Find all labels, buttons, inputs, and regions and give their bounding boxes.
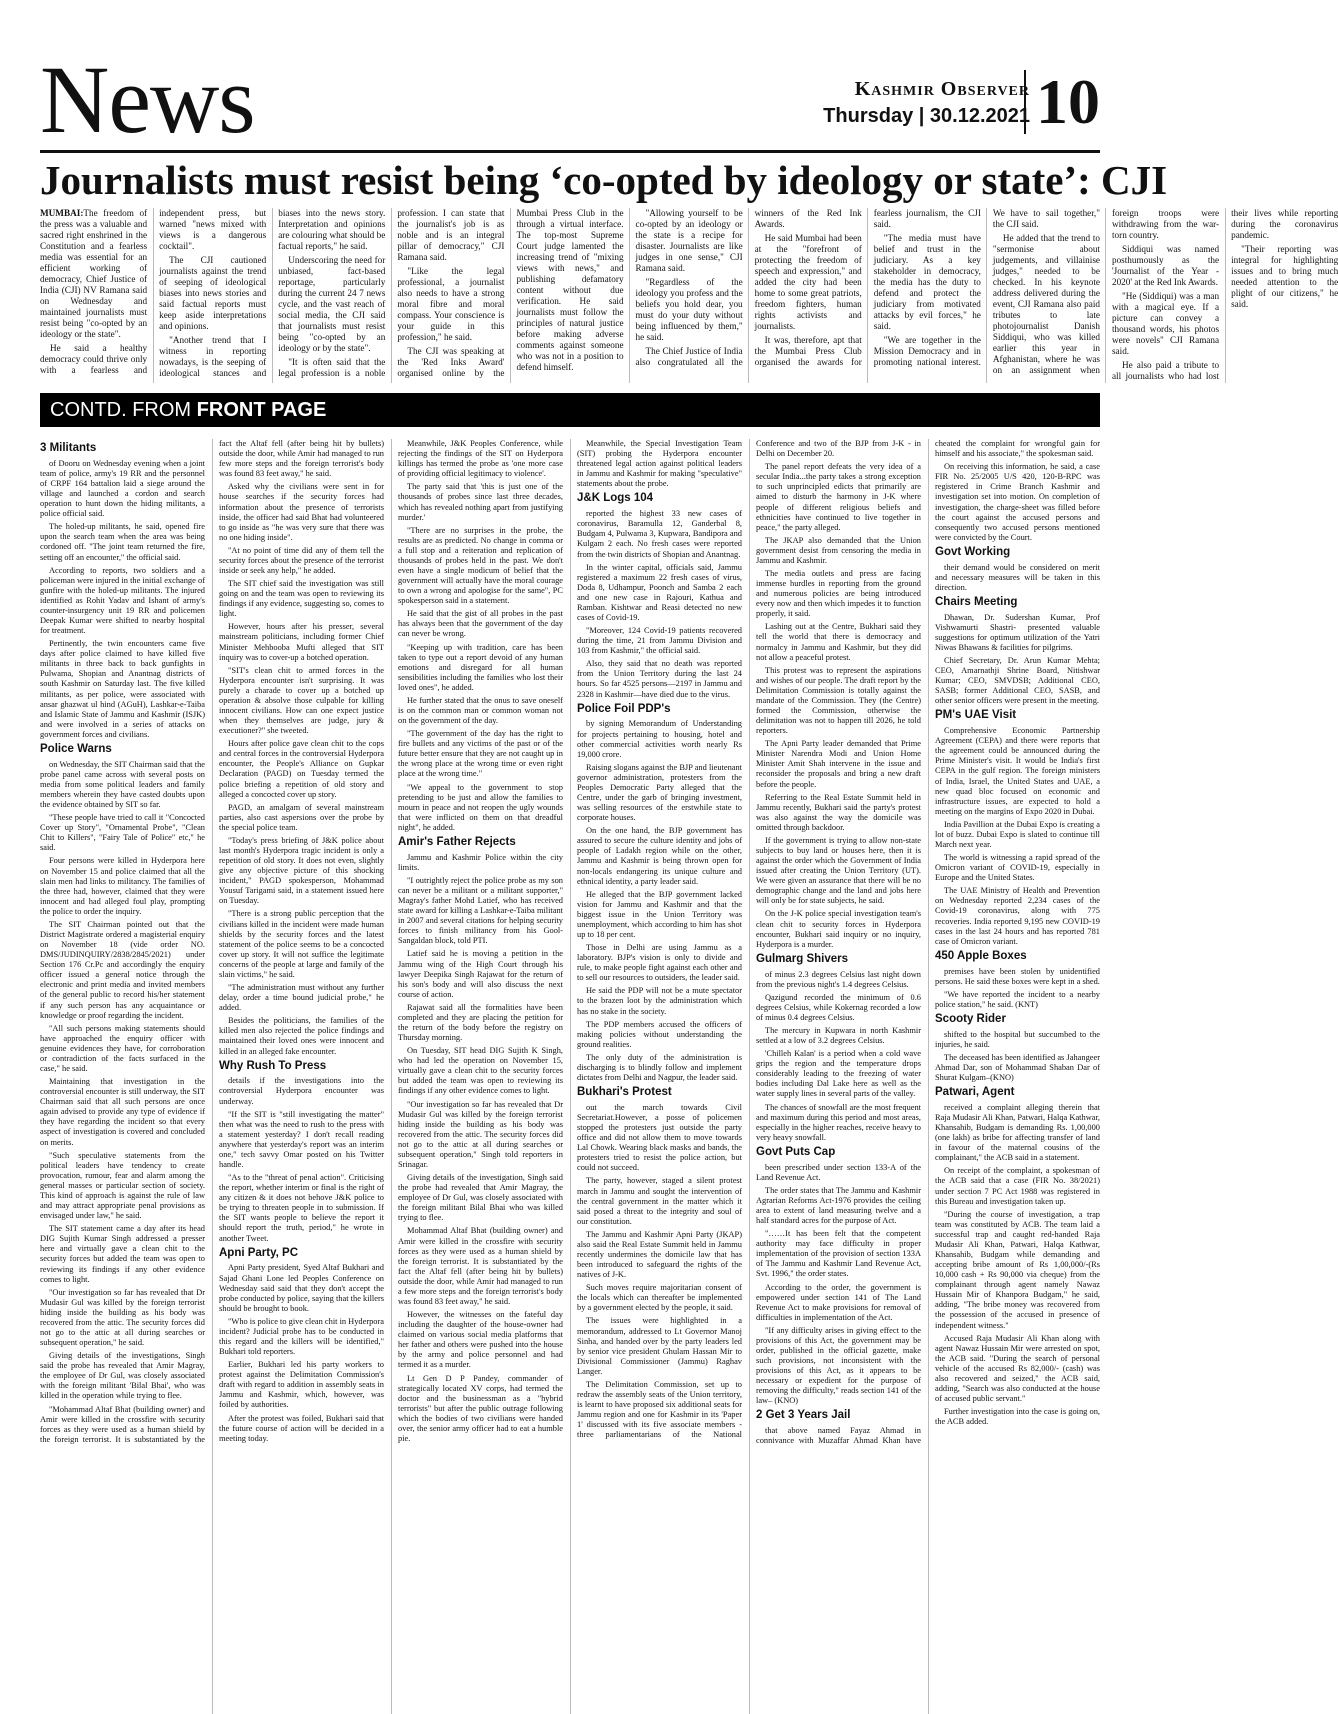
lead-paragraph: Siddiqui was named posthumously as the 'Journalist of the Year - 2020' at the Red Ink Awards. xyxy=(1111,244,1220,288)
story-paragraph: Latief said he is moving a petition in the Jammu wing of the High Court through his lawyer Deepika Singh Rajawat for the return of his son's body and will also discuss the next course of action. xyxy=(398,949,563,999)
story-heading: J&K Logs 104 xyxy=(577,492,654,505)
story-heading: Govt Puts Cap xyxy=(756,1145,836,1158)
story-paragraph: After the protest was foiled, Bukhari said that the future course of action will be decided in a meeting today. xyxy=(219,1413,384,1443)
story-paragraph: Apni Party president, Syed Altaf Bukhari and Sajad Ghani Lone led Peoples Conference on Wednesday said said that they don't accept the probe conducted by police, saying that the killers should be brought to book. xyxy=(219,1263,384,1313)
lead-paragraph: He added that the trend to "sermonise about judgements, and villainise judges," needed to be checked. In his keynote address delivered during the event, CJI Ramana also paid tributes to late photojournalist Danish Siddiqui, who was killed earlier this year in Afghanistan, where he was on an assignment when foreign troops were withdrawing from the war-torn country. xyxy=(992,208,1220,376)
story-paragraph: been prescribed under section 133-A of the Land Revenue Act. xyxy=(756,1162,921,1182)
story-paragraph: by signing Memorandum of Understanding for projects pertaining to housing, hotel and other commercial activities worth nearly Rs 19,000 crore. xyxy=(577,719,742,759)
story-paragraph: shifted to the hospital but succumbed to the injuries, he said. xyxy=(935,1029,1100,1049)
story-paragraph: "If the SIT is "still investigating the matter" then what was the need to rush to the press with a statement yesterday? I don't recall reading anywhere that yesterday's report was an interim one," tech savvy Omar posted on his Twitter handle. xyxy=(219,1109,384,1169)
story-heading: Bukhari's Protest xyxy=(577,1086,672,1099)
story-paragraph: of Dooru on Wednesday evening when a joint team of police, army's 19 RR and the personnel of CRPF 164 battalion laid a siege around the village and launched a cordon and search operation to hunt down the hiding militants, a police official said. xyxy=(40,458,205,519)
story-heading: Amir's Father Rejects xyxy=(398,835,516,848)
story-paragraph: "There is a strong public perception that the civilians killed in the incident were made human shields by the security forces and the latest statement of the police seems to be a concocted cover up story. It will not suffice the legitimate concerns of the people at large and family of the slain victims," he said. xyxy=(219,909,384,979)
lead-headline: Journalists must resist being ‘co-opted by ideology or state’: CJI xyxy=(40,157,1168,203)
story-paragraph: "Today's press briefing of J&K police about last month's Hyderpora tragic incident is only a repetition of old story. It does not even, slightly give any objective picture of this shocking incident," PAGD spokesperson, Mohammad Yousuf Tarigami said, in a statement issued here on Tuesday. xyxy=(219,835,384,906)
lead-paragraph: It was, therefore, apt that the Mumbai Press Club organised the awards for fearless journalism, the CJI said. xyxy=(754,208,981,368)
story-paragraph: The party said that 'this is just one of the thousands of probes since last three decades, which has revealed nothing apart from justifying murder.' xyxy=(398,482,563,522)
story-paragraph: "Moreover, 124 Covid-19 patients recovered during the time, 21 from Jammu Division and 103 from Kashmir," the official said. xyxy=(577,626,742,656)
story-paragraph: On receipt of the complaint, a spokesman of the ACB said that a case (FIR No. 38/2021) under section 7 PC Act 1988 was registered in this Bureau and investigation taken up. xyxy=(935,1166,1100,1206)
story-paragraph: Referring to the Real Estate Summit held in Jammu recently, Bukhari said the party's protest was also against the way the domicile was omitted through backdoor. xyxy=(756,792,921,832)
story-paragraph: received a complaint alleging therein that Raja Mudasir Ali Khan, Patwari, Halqa Kathwar, Khansahib, Budgam is demanding Rs. 1,00,000 (one lakh) as bribe for affecting transfer of land in favour of the maternal cousins of the complainant," the ACB said in a statement. xyxy=(935,1102,1100,1163)
story-paragraph: This protest was to represent the aspirations and wishes of our people. The draft report by the Delimitation Commission is totally against the mandate of the Commission. They (the Centre) formed the Commission, otherwise the delimitation was not to happen till 2026, he told reporters. xyxy=(756,665,921,736)
continued-story xyxy=(935,1013,1100,1083)
story-paragraph: The mercury in Kupwara in north Kashmir settled at a low of 3.2 degrees Celsius. xyxy=(756,1025,921,1046)
lead-paragraph: Underscoring the need for unbiased, fact-based reportage, particularly during the current 24 7 news cycle, and the vast reach of social media, the CJI said that journalists must resist being "co-opted by an ideology or by the state". xyxy=(278,255,386,354)
story-paragraph: "Our investigation so far has revealed that Dr Mudasir Gul was killed by the foreign terrorist hiding inside the building as his body was recovered from the attic. The security forces did not go to the attic at all during searches or subsequent operation," he said. xyxy=(40,1287,205,1348)
story-paragraph: Meanwhile, J&K Peoples Conference, while rejecting the findings of the SIT on Hyderpora killings has termed the probe as 'one more case of providing official legitimacy to violence'. xyxy=(398,439,563,479)
story-paragraph: The SIT Chairman pointed out that the District Magistrate ordered a magisterial enquiry on November 18 (vide order NO. DMS/JUDINQUIRY/2838/2845/2021) under Section 176 Cr.Pc and accordingly the enquiry officer issued a general notice through the electronic and print media and invited members of the general public to record his/her statement if any such person has any acquaintance or knowledge or proof regarding the incident. xyxy=(40,919,205,1020)
story-paragraph: The JKAP also demanded that the Union government desist from censoring the media in Jammu and Kashmir. xyxy=(756,535,921,565)
lead-paragraph: The CJI was speaking at the 'Red Inks Award' organised online by the Mumbai Press Club in the through a virtual interface. The top-most Supreme Court judge lamented the increasing trend of "mixing views with news," and publishing defamatory content without due verification. He said journalists must follow the principles of natural justice before making adverse comments against someone who was not in a position to defend himself. xyxy=(397,208,624,379)
story-paragraph: 'Chilleh Kalan' is a period when a cold wave grips the region and the temperature drops considerably leading to the freezing of water bodies including Dal Lake here as well as the water supply lines in several parts of the valley. xyxy=(756,1049,921,1099)
story-paragraph: The Apni Party leader demanded that Prime Minister Narendra Modi and Union Home Minister Amit Shah intervene in the issue and reconsider the proposals and bring a new draft before the people. xyxy=(756,739,921,789)
continued-story xyxy=(935,709,1100,946)
lead-paragraph: "Another trend that I witness in reporting nowadays, is the seeping of ideological stances and biases into the news story. Interpretation and opinions are colouring what should be factual reports," he said. xyxy=(159,208,386,379)
story-paragraph: Rajawat said all the formalities have been completed and they are placing the petition for the return of the body before the registry on Thursday morning. xyxy=(398,1002,563,1043)
lead-paragraph: "Like the legal professional, a journalist also needs to have a strong moral fibre and moral compass. Your conscience is your guide in this profession," he said. xyxy=(397,266,505,343)
story-paragraph: reported the highest 33 new cases of coronavirus, Baramulla 12, Ganderbal 8, Budgam 4, Pulwama 3, Kupwara, Bandipora and Kulgam 2 each. No fresh cases were reported from the twin districts of Shopian and Anantnag. xyxy=(577,509,742,559)
continued-story xyxy=(40,442,205,740)
continued-story xyxy=(935,546,1100,593)
story-paragraph: Lashing out at the Centre, Bukhari said they tell the world that there is democracy and normalcy in Jammu and Kashmir, but they did not allow a peaceful protest. xyxy=(756,622,921,662)
story-paragraph: The chances of snowfall are the most frequent and maximum during this period and most areas, especially in the higher reaches, receive heavy to very heavy snowfall. xyxy=(756,1102,921,1142)
story-paragraph: of minus 2.3 degrees Celsius last night down from the previous night's 1.4 degrees Celsius. xyxy=(756,969,921,989)
story-paragraph: "I outrightly reject the police probe as my son can never be a militant or a militant supporter," Magray's father Mohd Latief, who has received state award for killing a Lashkar-e-Taiba militant in 2007 and several citations for helping security forces to finish militancy from his Gool-Sangaldan block, told PTI. xyxy=(398,875,563,946)
story-paragraph: Mohammad Altaf Bhat (building owner) and Amir were killed in the crossfire with security forces as they were used as a human shield by the foreign terrorist. It is substantiated by the fact the Altaf fell (after being hit by bullets) outside the door, while Amir had managed to run a few more steps and the foreign terrorist's body was found 83 feet away," he said. xyxy=(398,1226,563,1307)
lead-paragraph: The Chief Justice of India also congratulated all the winners of the Red Ink Awards. xyxy=(635,208,862,368)
story-paragraph: The PDP members accused the officers of making policies without understanding the ground realities. xyxy=(577,1019,742,1049)
story-paragraph: However, hours after his presser, several mainstream politicians, including former Chief Minister Mehbooba Mufti alleged that SIT inquiry was to cover-up a botched operation. xyxy=(219,622,384,662)
story-paragraph: On the J-K police special investigation team's clean chit to security forces in Hyderpora encounter, Bukhari said inquiry or no inquiry, Hyderpora is a murder. xyxy=(756,909,921,949)
story-paragraph: However, the witnesses on the fateful day including the daughter of the house-owner had claimed on various social media platforms that her father and others were pushed into the house by the army and police personnel and had termed it as a murder. xyxy=(398,1310,563,1370)
lead-paragraph: "Allowing yourself to be co-opted by an ideology or the state is a recipe for disaster. Journalists are like judges in one sense," CJI Ramana said. xyxy=(635,208,743,274)
lead-paragraph: "He (Siddiqui) was a man with a magical eye. If a picture can convey a thousand words, his photos were novels" CJI Ramana said. xyxy=(1111,291,1220,357)
story-paragraph: Qazigund recorded the minimum of 0.6 degrees Celsius, while Kokernag recorded a low of minus 0.4 degrees Celsius. xyxy=(756,992,921,1022)
story-paragraph: "There are no surprises in the probe, the results are as predicted. No change in comma or a full stop and a reiteration and replication of thousands of probes held in the past. We don't even have a single modicum of belief that the government will actually have the moral courage to own a wrong and apologise for the same", PC spokesperson said in a statement. xyxy=(398,525,563,606)
story-paragraph: "Keeping up with tradition, care has been taken to type out a report devoid of any human emotions and disregard for all human sensibilities including the families who lost their loved ones", he added. xyxy=(398,642,563,692)
story-paragraph: The SIT chief said the investigation was still going on and the team was open to reviewing its findings if any evidence, suggesting so, comes to light. xyxy=(219,579,384,619)
story-paragraph: "Who is police to give clean chit in Hyderpora incident? Judicial probe has to be conducted in this regard and the killers will be identified," Bukhari told reporters. xyxy=(219,1316,384,1357)
contd-from-front-page-bar xyxy=(40,393,1100,427)
story-heading: Police Warns xyxy=(40,742,112,755)
story-paragraph: "Our investigation so far has revealed that Dr Mudasir Gul was killed by the foreign terrorist hiding inside the building as his body was recovered from the attic. The security forces did not go to the attic at all during searches or subsequent operation," Singh told reporters in Srinagar. xyxy=(398,1099,563,1169)
story-paragraph: He said the PDP will not be a mute spectator to the brazen loot by the administration which has no stake in the society. xyxy=(577,986,742,1016)
story-heading: 450 Apple Boxes xyxy=(935,949,1027,962)
story-paragraph: "If any difficulty arises in giving effect to the provisions of this Act, the government may be order, published in the official gazette, make such provisions, not inconsistent with the provisions of this Act, as it appears to be necessary or expedient for the purpose of removing the difficulty," reads section 141 of the law– (KNO) xyxy=(756,1325,921,1406)
masthead xyxy=(40,46,1100,153)
newspaper-page xyxy=(40,0,1338,1714)
story-paragraph: The party, however, staged a silent protest march in Jammu and sought the intervention of the central government in the matter which it said posed a threat to the integrity and soul of our constitution. xyxy=(577,1176,742,1226)
story-heading: Why Rush To Press xyxy=(219,1059,327,1072)
story-paragraph: The media outlets and press are facing immense hurdles in reporting from the ground and numerous policies are being introduced every now and then which impedes it to function properly, it said. xyxy=(756,568,921,619)
story-paragraph: Comprehensive Economic Partnership Agreement (CEPA) and there were reports that the agreement could be announced during the Prime Minister's visit. It would be India's first CEPA in the gulf region. The foreign ministers of India, Israel, the United States and UAE, a new quad bloc focused on economic and infrastructure issues, are expected to hold a meeting on the margins of Expo 2020 in Dubai. xyxy=(935,726,1100,816)
story-paragraph: He said that the gist of all probes in the past has always been that the government of the day can never be wrong. xyxy=(398,609,563,639)
story-paragraph: Accused Raja Mudasir Ali Khan along with agent Nawaz Hussain Mir were arrested on spot, the ACB said. "During the search of personal vehicle of the accused Rs 82,000/- (cash) was also recovered and seized," the ACB said, adding, "Search was also conducted at the house of accused public servant." xyxy=(935,1333,1100,1404)
story-paragraph: Jammu and Kashmir Police within the city limits. xyxy=(398,852,563,872)
story-paragraph: Also, they said that no death was reported from the Union Territory during the last 24 hours. So far 4525 persons—2197 in Jammu and 2328 in Kashmir—have died due to the virus. xyxy=(577,659,742,699)
page-number: 10 xyxy=(1024,70,1100,134)
story-paragraph: Four persons were killed in Hyderpora here on November 15 and police claimed that all the slain men had links to militancy. The families of the three had, however, claimed that they were innocent and had alleged foul play, prompting the police to order the inquiry. xyxy=(40,856,205,916)
story-paragraph: Pertinently, the twin encounters came five days after police claimed to have killed five militants in three back to back gunfights in Pulwama, Shopian and Anantnag districts of south Kashmir on Saturday last. The five killed militants, as per police, were associated with ansar ghazwat ul hind (AGuH), Lashkar-e-Taiba and Islamic State of Jammu and Kashmir (ISJK) and were involved in a series of attacks on government forces and civilians. xyxy=(40,639,205,739)
story-paragraph: Dhawan, Dr. Sudershan Kumar, Prof Vishwamurti Shastri- presented valuable suggestions for optimum utilization of the Yatri Niwas Bhawans & facilities for pilgrims. xyxy=(935,612,1100,652)
story-paragraph: premises have been stolen by unidentified persons. He said these boxes were kept in a shed. xyxy=(935,966,1100,986)
story-paragraph: their demand would be considered on merit and necessary measures will be taken in this direction. xyxy=(935,562,1100,592)
story-paragraph: "At no point of time did any of them tell the security forces about the presence of the terrorist inside or seek any help," he added. xyxy=(219,545,384,575)
story-paragraph: He alleged that the BJP government lacked vision for Jammu and Kashmir and that the biggest issue in the Union Territory was unemployment, which according to him has shot up to 18 per cent. xyxy=(577,889,742,939)
story-paragraph: In the winter capital, officials said, Jammu registered a maximum 22 fresh cases of virus, Doda 8, Udhampur, Poonch and Samba 2 each and one new case in Rajouri, Kathua and Ramban. Kishtwar and Reasi detected no new cases of Covid-19. xyxy=(577,562,742,623)
story-paragraph: The UAE Ministry of Health and Prevention on Wednesday reported 2,234 cases of the Covid-19 coronavirus, along with 775 recoveries. India reported 9,195 new COVID-19 cases in the last 24 hours and has reported 781 case of Omicron variant. xyxy=(935,886,1100,946)
story-paragraph: The SIT statement came a day after its head DIG Sujith Kumar Singh addressed a presser here and virtually gave a clean chit to the security forces but added the team was open to reviewing its findings if any other evidence comes to light. xyxy=(40,1224,205,1284)
story-paragraph: Such moves require majoritarian consent of the locals which can thereafter be implemented by a government elected by the people, it said. xyxy=(577,1283,742,1313)
lead-paragraph: "It is often said that the legal profession is a noble profession. I can state that the journalist's job is as noble and is an integral pillar of democracy," CJI Ramana said. xyxy=(278,208,505,379)
continued-story xyxy=(756,953,921,1143)
story-paragraph: "During the course of investigation, a trap team was constituted by ACB. The team laid a successful trap and caught red-handed Raja Mudasir Ali Khan, Patwari, Halqa Kathwar, Khansahib, Budgam while demanding and accepting bribe amount of Rs 1,00,000/-(Rs 10,000 cash + Rs 90,000 via cheque) from the complainant through agent namely Nawaz Hussain Mir of Khanpora Budgam," he said, adding, "The bribe money was recovered from the possession of the accused in presence of independent witness." xyxy=(935,1209,1100,1330)
story-paragraph: On receiving this information, he said, a case FIR No. 25/2005 U/S 420, 120-B-RPC was registered in Crime Branch Kashmir and investigation set into motion. On completion of investigation, the charge-sheet was filled before the court against the accused persons and consequently two accused persons mentioned were convicted by the Court. xyxy=(935,462,1100,542)
story-paragraph: "Mohammad Altaf Bhat (building owner) and Amir were killed in the crossfire with security forces as they were used as a human shield by the foreign terrorist. It is substantiated by the fact the Altaf fell (after being hit by bullets) outside the door, while Amir had managed to run few more steps and the foreign terrorist's body was found 83 feet away," he said. xyxy=(40,439,384,1444)
story-paragraph: "……It has been felt that the competent authority may face difficulty in proper implementation of the provision of section 133A of The Jammu and Kashmir Land Revenue Act, Svt. 1996," the order states. xyxy=(756,1229,921,1279)
story-heading: Patwari, Agent xyxy=(935,1086,1015,1099)
story-paragraph: Earlier, Bukhari led his party workers to protest against the Delimitation Commission's draft with regard to addition in assembly seats in Jammu and Kashmir, which, however, was foiled by authorities. xyxy=(219,1360,384,1410)
story-paragraph: Chief Secretary, Dr. Arun Kumar Mehta; CEO, Amarnathji Shrine Board, Nitishwar Kumar; CEO, SMVDSB; Additional CEO, SASB; former Additional CEO, SASB, and other senior officers were present in the meeting. xyxy=(935,655,1100,706)
story-paragraph: Raising slogans against the BJP and lieutenant governor administration, protesters from the Peoples Democratic Party alleged that the Centre, under the garb of bringing investment, was selling resources of the erstwhile state to corporate houses. xyxy=(577,762,742,823)
story-heading: Police Foil PDP's xyxy=(577,702,671,715)
contd-prefix: CONTD. FROM xyxy=(50,399,192,422)
story-heading: 2 Get 3 Years Jail xyxy=(756,1409,851,1422)
story-paragraph: The order states that The Jammu and Kashmir Agrarian Reforms Act-1976 provides the ceiling area to extent of land measuring twelve and a half standard acres for the purpose of Act. xyxy=(756,1185,921,1226)
continued-story xyxy=(219,1060,384,1244)
story-paragraph: "Such speculative statements from the political leaders have tendency to create provocation, rumour, fear and alarm among the general masses or particular section of society. This kind of approach is against the rule of law and may attract appropriate penal provisions as envisaged under law," he said. xyxy=(40,1150,205,1221)
brand-block xyxy=(823,78,1030,128)
story-heading: Gulmarg Shivers xyxy=(756,952,849,965)
story-paragraph: "We appeal to the government to stop pretending to be just and allow the families to mourn in peace and not reopen the ugly wounds that were inflicted on them on that dreadful night", he added. xyxy=(398,782,563,832)
story-paragraph: On the one hand, the BJP government has assured to secure the culture identity and jobs of people of Ladakh region while on the other, Jammu and Kashmir is being thrown open for non-locals endangering its unique culture and ethnical identity, a party leader said. xyxy=(577,826,742,886)
story-paragraph: out the march towards Civil Secretariat.However, a posse of policemen stopped the protesters just outside the party office and did not allow them to move towards Lal Chowk. Wearing black masks and bands, the protesters tried to resist the police action, but could not succeed. xyxy=(577,1102,742,1173)
story-paragraph: Hours after police gave clean chit to the cops and central forces in the controversial Hyderpora encounter, the People's Alliance on Gupkar Declaration (PAGD) on Tuesday termed the police briefing a repetition of old story and alleged a concocted cover up story. xyxy=(219,739,384,799)
lead-paragraph: The CJI cautioned journalists against the trend of seeping of ideological biases into news stories and said factual reports must keep aside interpretations and opinions. xyxy=(159,255,267,332)
lead-paragraph: He said Mumbai had been at the "forefront of protecting the freedom of speech and expression," and added the city had been home to some great patriots, freedom fighters, human rights activists and journalists. xyxy=(754,233,862,332)
issue-date: Thursday | 30.12.2021 xyxy=(823,105,1030,127)
lead-paragraph-text: The freedom of the press was a valuable and sacred right enshrined in the Constitution and a fearless media was essential for an efficient working of democracy, Chief Justice of India (CJI) NV Ramana said on Wednesday and maintained journalists must resist being "co-opted by an ideology or the state". xyxy=(40,208,148,340)
story-heading: Apni Party, PC xyxy=(219,1246,299,1259)
story-heading: Chairs Meeting xyxy=(935,595,1018,608)
story-heading: 3 Militants xyxy=(40,442,97,455)
lead-paragraph: "We are together in the Mission Democracy and in promoting national interest. We have to sail together," the CJI said. xyxy=(873,208,1100,368)
continued-story xyxy=(577,703,742,1083)
continued-story xyxy=(935,950,1100,1010)
story-paragraph: According to the order, the government is empowered under section 141 of The Land Revenue Act to make provisions for removal of difficulties in implementation of the Act. xyxy=(756,1282,921,1322)
story-paragraph: "We have reported the incident to a nearby police station," he said. (KNT) xyxy=(935,989,1100,1009)
story-paragraph: The world is witnessing a rapid spread of the Omicron variant of COVID-19, especially in Europe and the United States. xyxy=(935,853,1100,883)
story-paragraph: The panel report defeats the very idea of a secular India...the party takes a strong exception to such unprincipled edicts that primarily are aimed to disturb the harmony in J-K where people of different religious beliefs and ethnicities have continued to live together in peace," the party alleged. xyxy=(756,462,921,532)
lead-article-body xyxy=(40,208,1338,383)
continued-stories xyxy=(40,439,1100,1714)
story-paragraph: "These people have tried to call it "Concocted Cover up Story", "Ornamental Probe", "Clean Chit to Killers", "Fairy Tale of Police" etc," he said. xyxy=(40,813,205,853)
story-heading: PM's UAE Visit xyxy=(935,709,1017,722)
story-paragraph: India Pavillion at the Dubai Expo is creating a lot of buzz. Dubai Expo is slated to continue till March next year. xyxy=(935,819,1100,850)
story-paragraph: "The administration must without any further delay, order a time bound judicial probe," he added. xyxy=(219,983,384,1013)
story-paragraph: Meanwhile, the Special Investigation Team (SIT) probing the Hyderpora encounter threatened legal action against political leaders in Jammu and Kashmir for making "speculative" statements about the probe. xyxy=(577,439,742,489)
story-paragraph: "The government of the day has the right to fire bullets and any victims of the past or of the future better ensure that they are not caught up in the wrong place at the wrong time or even right place at the wrong time." xyxy=(398,729,563,779)
story-paragraph: Lt Gen D P Pandey, commander of strategically located XV corps, had termed the doctor and the businessman as a "hybrid terrorists" but after the public outrage following which the bodies of two civilians were handed over, the senior army officer had to eat a humble pie. xyxy=(398,1373,563,1444)
story-paragraph: He further stated that the onus to save oneself is on the common man or common woman not on the government of the day. xyxy=(398,695,563,726)
continued-story xyxy=(756,1146,921,1407)
lead-paragraph: "The media must have belief and trust in the judiciary. As a key stakeholder in democracy, the media has the duty to defend and protect the judiciary from motivated attacks by evil forces," he said. xyxy=(873,233,981,332)
brand-logo: Kashmir Observer xyxy=(854,78,1030,100)
story-paragraph: on Wednesday, the SIT Chairman said that the probe panel came across with several posts on media from some political leaders and family members wherein they have casted doubts upon the evidence obtained by SIT so far. xyxy=(40,759,205,810)
story-paragraph: that above named Fayaz Ahmad in connivance with Muzaffar Ahmad Khan have cheated the complaint for wrongful gain for himself and his associate," the spokesman said. xyxy=(756,439,1100,1446)
lead-paragraph: He also paid a tribute to all journalists who had lost their lives while reporting during the coronavirus pandemic. xyxy=(1111,208,1338,382)
story-paragraph: According to reports, two soldiers and a policeman were injured in the initial exchange of gunfire with the holed-up militants. The injured identified as Rohit Yadav and Ishant of army's counter-insurgency unit 19 RR and policemen Deepak Kumar were shifted to nearby hospital for treatment. xyxy=(40,565,205,636)
contd-label: FRONT PAGE xyxy=(196,399,327,422)
story-paragraph: "All such persons making statements should have approached the enquiry officer with genuine evidences they have, for corroboration or contradiction of the facts surfaced in the case," he said. xyxy=(40,1023,205,1074)
story-paragraph: On Tuesday, SIT head DIG Sujith K Singh, who had led the operation on November 15, virtually gave a clean chit to the security forces but added the team was open to reviewing its findings if any other evidence comes to light. xyxy=(398,1046,563,1096)
lead-paragraph: "Regardless of the ideology you profess and the beliefs you hold dear, you must do your duty without being influenced by them," he said. xyxy=(635,277,743,343)
story-paragraph: The deceased has been identified as Jahangeer Ahmad Dar, son of Mohammad Shaban Dar of Shurat Kulgam–(KNO) xyxy=(935,1052,1100,1083)
story-paragraph: "As to the "threat of penal action". Criticising the report, whether interim or final is the right of any citizen & it does not behove J&K police to be trying to threaten people in to submission. If the SIT wants people to believe the report it should report the truth, period," he wrote in another Tweet. xyxy=(219,1173,384,1243)
story-paragraph: The issues were highlighted in a memorandum, addressed to Lt Governor Manoj Sinha, and handed over by the party leaders led by senior vice president Ghulam Hassan Mir to Divisional Commissioner (Jammu) Raghav Langer. xyxy=(577,1316,742,1376)
story-paragraph: Maintaining that investigation in the controversial encounter is still underway, the SIT Chairman said that all such persons are once again advised to provide any type of evidence if they have regarding the incident so that every aspect of investigation is covered and concluded on merits. xyxy=(40,1077,205,1147)
section-title: News xyxy=(40,46,255,153)
story-paragraph: Those in Delhi are using Jammu as a laboratory. BJP's vision is only to divide and rule, to make people fight against each other and to sell our resources to outsiders, the leader said. xyxy=(577,943,742,983)
continued-story xyxy=(935,596,1100,707)
story-paragraph: If the government is trying to allow non-state subjects to buy land or houses here, then it is against the order which the Government of India issued after creating the Union Territory (UT). We were given an assurance that there will be no demographic change and the land and jobs here will only be for state subjects, he said. xyxy=(756,835,921,906)
story-heading: Scooty Rider xyxy=(935,1012,1006,1025)
continued-story xyxy=(577,492,742,699)
story-paragraph: Asked why the civilians were sent in for house searches if the security forces had information about the presence of terrorists inside, the officer had said Bhat had volunteered to go inside as "he was very sure that there was no one hiding inside". xyxy=(219,482,384,542)
dateline: MUMBAI: xyxy=(40,208,84,219)
story-paragraph: Further investigation into the case is going on, the ACB added. xyxy=(935,1407,1100,1427)
story-paragraph: The holed-up militants, he said, opened fire upon the search team when the area was being cordoned off. "The joint team returned the fire, setting off an encounter," the official said. xyxy=(40,522,205,562)
story-paragraph: PAGD, an amalgam of several mainstream parties, also cast aspersions over the probe by the special police team. xyxy=(219,802,384,832)
story-paragraph: Besides the politicians, the families of the killed men also rejected the police findings and maintained their loved ones were innocent and killed in an alleged fake encounter. xyxy=(219,1016,384,1056)
lead-paragraph xyxy=(40,208,147,340)
story-paragraph: details if the investigations into the controversial Hyderpora encounter was underway. xyxy=(219,1076,384,1106)
story-heading: Govt Working xyxy=(935,545,1011,558)
story-paragraph: The Jammu and Kashmir Apni Party (JKAP) also said the Real Estate Summit held in Jammu recently undermines the domicile law that has been introduced to safeguard the rights of the natives of J-K. xyxy=(577,1229,742,1280)
story-paragraph: Giving details of the investigation, Singh said the probe had revealed that Amir Magray, the employee of Dr Gul, was closely associated with the foreign militant Bilal Bhai who was killed trying to flee. xyxy=(398,1173,563,1223)
story-paragraph: Giving details of the investigations, Singh said the probe has revealed that Amir Magray, the employee of Dr Gul, was closely associated with the foreign militant 'Bilal Bhai', who was killed in the operation while trying to flee. xyxy=(40,1351,205,1401)
story-paragraph: The only duty of the administration is discharging is to blindly follow and implement dictates from Delhi and Nagpur, the leader said. xyxy=(577,1052,742,1083)
lead-paragraph: He said a healthy democracy could thrive only with a fearless and independent press, but warned "news mixed with views is a dangerous cocktail". xyxy=(40,208,267,376)
story-paragraph: "SIT's clean chit to armed forces in the Hyderpora encounter isn't surprising. It was purely a charade to cover up a botched up operation & absolve those culpable for killing innocent civilians. How can one expect justice when they themselves are judge, jury & executioner?" she tweeted. xyxy=(219,665,384,736)
story-paragraph: The Delimitation Commission, set up to redraw the assembly seats of the Union territory, is learnt to have proposed six additional seats for Jammu region and one for Kashmir in its 'Paper 1' discussed with its five associate members - three parliamentarians of the National Conference and two of the BJP from J-K - in Delhi on December 20. xyxy=(577,439,921,1440)
continued-story xyxy=(935,1086,1100,1427)
lead-paragraph: "Their reporting was integral for highlighting issues and to bring much needed attention to the plight of our citizens," he said. xyxy=(1231,244,1338,310)
